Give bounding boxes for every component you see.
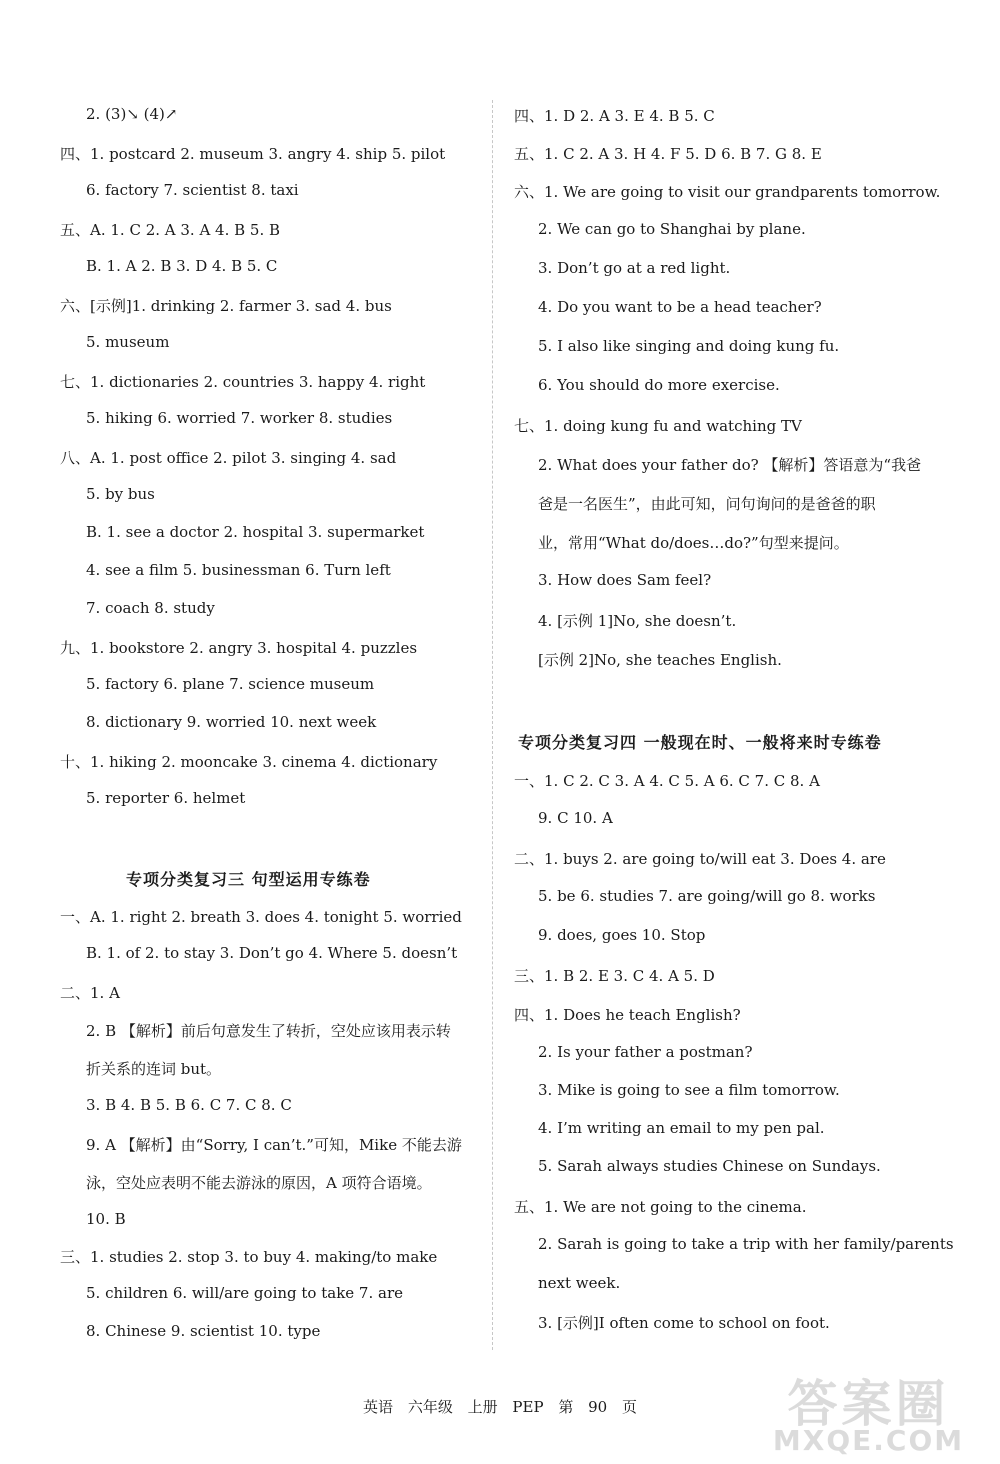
answer-line: 9. C 10. A: [538, 809, 613, 827]
answer-line: 2. We can go to Shanghai by plane.: [538, 220, 806, 238]
answer-line: 8. dictionary 9. worried 10. next week: [86, 713, 377, 731]
answer-line: 5. be 6. studies 7. are going/will go 8. works: [538, 887, 876, 905]
answer-line: 5. reporter 6. helmet: [86, 789, 246, 807]
answer-line: 4. Do you want to be a head teacher?: [538, 298, 822, 316]
answer-line: 业，常用“What do/does…do?”句型来提问。: [538, 534, 849, 552]
page-number: 第 90 页: [558, 1398, 637, 1416]
answer-line: 五、1. We are not going to the cinema.: [514, 1198, 807, 1216]
answer-line: 五、A. 1. C 2. A 3. A 4. B 5. B: [60, 221, 281, 239]
answer-line: next week.: [538, 1274, 621, 1292]
answer-line: 3. Mike is going to see a film tomorrow.: [538, 1081, 840, 1099]
watermark-url: MXQE.COM: [772, 1424, 965, 1457]
answer-line: 二、1. buys 2. are going to/will eat 3. Does 4. are: [514, 850, 886, 868]
answer-line: 2. What does your father do? 【解析】答语意为“我爸: [538, 456, 922, 474]
answer-line: 7. coach 8. study: [86, 599, 215, 617]
answer-line: 五、1. C 2. A 3. H 4. F 5. D 6. B 7. G 8. E: [514, 145, 822, 163]
answer-line: 四、1. Does he teach English?: [514, 1006, 741, 1024]
section-heading: 专项分类复习四 一般现在时、一般将来时专练卷: [518, 733, 882, 752]
answer-line: B. 1. of 2. to stay 3. Don’t go 4. Where 5. doesn’t: [86, 944, 458, 962]
answer-line: 六、[示例]1. drinking 2. farmer 3. sad 4. bus: [60, 297, 392, 315]
answer-line: B. 1. A 2. B 3. D 4. B 5. C: [86, 257, 278, 275]
answer-line: 5. factory 6. plane 7. science museum: [86, 675, 375, 693]
answer-line: 一、A. 1. right 2. breath 3. does 4. tonight 5. worried: [60, 908, 462, 926]
answer-line: B. 1. see a doctor 2. hospital 3. supermarket: [86, 523, 425, 541]
answer-line: 泳，空处应表明不能去游泳的原因，A 项符合语境。: [86, 1174, 432, 1192]
watermark-logo: [761, 1362, 976, 1458]
answer-line: 6. You should do more exercise.: [538, 376, 780, 394]
answer-line: 2. B 【解析】前后句意发生了转折，空处应该用表示转: [86, 1022, 451, 1040]
footer-subject: 英语: [363, 1398, 394, 1416]
answer-line: 5. by bus: [86, 485, 155, 503]
answer-line: 三、1. studies 2. stop 3. to buy 4. making/to make: [60, 1248, 438, 1266]
footer-volume: 上册: [467, 1398, 498, 1416]
answer-line: 5. Sarah always studies Chinese on Sundays.: [538, 1157, 881, 1175]
answer-line: 二、1. A: [60, 984, 120, 1002]
answer-line: 2. Is your father a postman?: [538, 1043, 753, 1061]
answer-line: 4. [示例 1]No, she doesn’t.: [538, 612, 737, 630]
answer-line: 四、1. postcard 2. museum 3. angry 4. ship 5. pilot: [60, 145, 446, 163]
section-heading: 专项分类复习三 句型运用专练卷: [126, 870, 371, 889]
answer-line: 2. (3)↘ (4)↗: [86, 105, 178, 123]
answer-line: 七、1. dictionaries 2. countries 3. happy 4. right: [60, 373, 426, 391]
answer-line: 3. [示例]I often come to school on foot.: [538, 1314, 830, 1332]
answer-line: 3. How does Sam feel?: [538, 571, 712, 589]
answer-line: 六、1. We are going to visit our grandparents tomorrow.: [514, 183, 941, 201]
answer-line: 5. museum: [86, 333, 170, 351]
answer-line: 折关系的连词 but。: [86, 1060, 222, 1078]
answer-line: 十、1. hiking 2. mooncake 3. cinema 4. dictionary: [60, 753, 438, 771]
answer-line: 5. hiking 6. worried 7. worker 8. studies: [86, 409, 393, 427]
column-divider: [492, 100, 493, 1350]
answer-line: 9. A 【解析】由“Sorry, I can’t.”可知，Mike 不能去游: [86, 1136, 462, 1154]
answer-line: 4. see a film 5. businessman 6. Turn left: [86, 561, 391, 579]
answer-line: 八、A. 1. post office 2. pilot 3. singing 4. sad: [60, 449, 397, 467]
answer-line: 4. I’m writing an email to my pen pal.: [538, 1119, 825, 1137]
answer-line: 9. does, goes 10. Stop: [538, 926, 706, 944]
answer-line: 5. children 6. will/are going to take 7. are: [86, 1284, 403, 1302]
answer-line: 3. Don’t go at a red light.: [538, 259, 731, 277]
answer-line: 2. Sarah is going to take a trip with her family/parents: [538, 1235, 954, 1253]
answer-line: [示例 2]No, she teaches English.: [538, 651, 782, 669]
answer-line: 爸是一名医生”，由此可知，问句询问的是爸爸的职: [538, 495, 876, 513]
answer-line: 10. B: [86, 1210, 126, 1228]
answer-line: 5. I also like singing and doing kung fu.: [538, 337, 840, 355]
answer-line: 三、1. B 2. E 3. C 4. A 5. D: [514, 967, 715, 985]
footer-edition: PEP: [512, 1398, 544, 1416]
footer-grade: 六年级: [407, 1398, 453, 1416]
answer-line: 九、1. bookstore 2. angry 3. hospital 4. puzzles: [60, 639, 418, 657]
answer-line: 3. B 4. B 5. B 6. C 7. C 8. C: [86, 1096, 292, 1114]
watermark-glyphs: 答案圈: [787, 1375, 950, 1433]
answer-line: 四、1. D 2. A 3. E 4. B 5. C: [514, 107, 715, 125]
answer-line: 七、1. doing kung fu and watching TV: [514, 417, 802, 435]
answer-line: 8. Chinese 9. scientist 10. type: [86, 1322, 321, 1340]
answer-line: 6. factory 7. scientist 8. taxi: [86, 181, 299, 199]
answer-line: 一、1. C 2. C 3. A 4. C 5. A 6. C 7. C 8. A: [514, 772, 820, 790]
